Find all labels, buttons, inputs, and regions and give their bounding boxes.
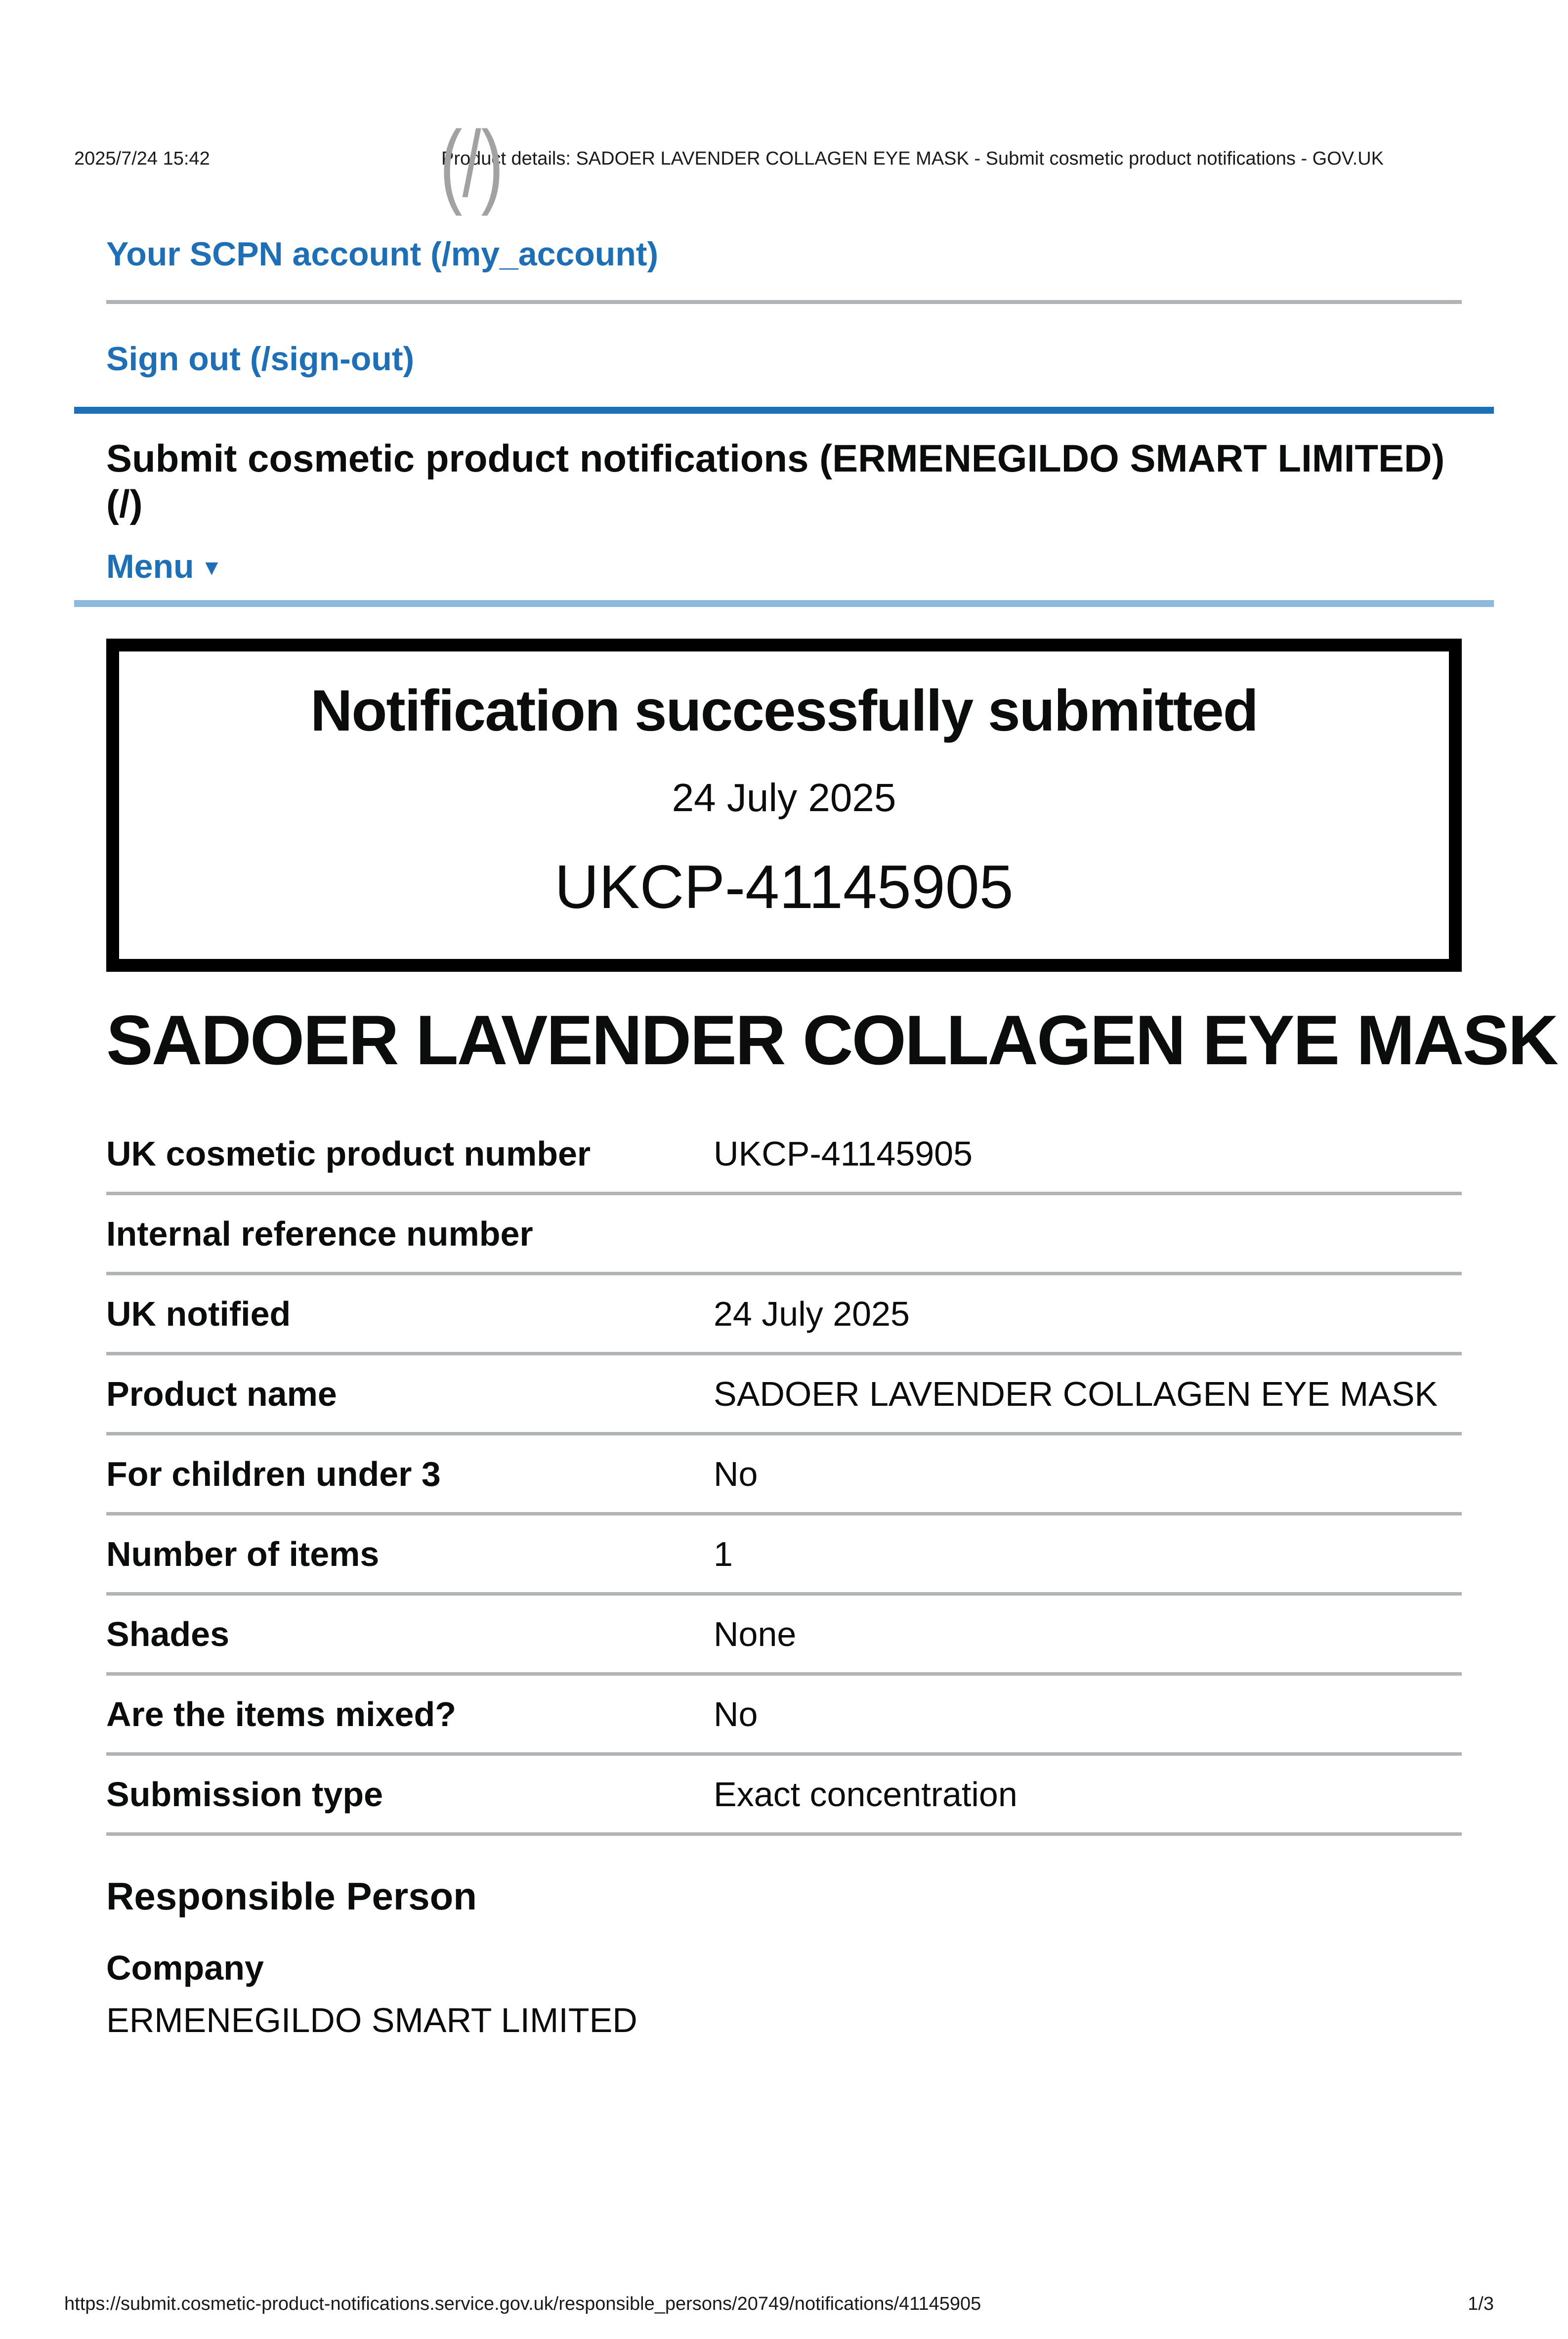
detail-label: UK notified — [106, 1294, 291, 1333]
menu-label: Menu — [106, 548, 194, 585]
print-footer — [64, 2294, 1494, 2315]
service-title-link[interactable] — [106, 435, 1462, 526]
table-row — [106, 1676, 1462, 1756]
detail-label: Shades — [106, 1614, 229, 1653]
product-details-table — [106, 1115, 1462, 1836]
detail-value: Exact concentration — [714, 1775, 1017, 1814]
sign-out-link[interactable]: Sign out (/sign-out) — [106, 340, 415, 378]
detail-value: No — [714, 1454, 758, 1493]
responsible-person-heading: Responsible Person — [106, 1874, 477, 1918]
company-label: Company — [106, 1949, 264, 1987]
print-footer-url: https://submit.cosmetic-product-notifications.service.gov.uk/responsible_persons/20749/notifications/41145905 — [64, 2294, 981, 2314]
banner-date: 24 July 2025 — [672, 776, 896, 820]
confirmation-banner — [106, 639, 1462, 972]
table-row — [106, 1596, 1462, 1676]
table-row — [106, 1115, 1462, 1195]
detail-value: 1 — [714, 1534, 733, 1573]
print-header-title: Product details: SADOER LAVENDER COLLAGEN EYE MASK - Submit cosmetic product notifications - GOV.UK — [441, 148, 1384, 169]
detail-value: SADOER LAVENDER COLLAGEN EYE MASK — [714, 1374, 1438, 1413]
table-row — [106, 1435, 1462, 1516]
detail-value: UKCP-41145905 — [714, 1134, 973, 1173]
chevron-down-icon: ▼ — [201, 556, 223, 580]
grey-divider — [106, 300, 1462, 304]
page — [0, 112, 1568, 2040]
table-row — [106, 1756, 1462, 1836]
light-blue-divider — [74, 600, 1494, 607]
page-title: SADOER LAVENDER COLLAGEN EYE MASK — [106, 1001, 1557, 1080]
print-header-datetime: 2025/7/24 15:42 — [74, 148, 210, 169]
detail-label: For children under 3 — [106, 1454, 441, 1493]
signout-line — [106, 339, 1462, 379]
company-name: ERMENEGILDO SMART LIMITED — [106, 2001, 637, 2039]
table-row — [106, 1355, 1462, 1435]
govuk-home-logo-link[interactable]: (/) — [440, 112, 504, 217]
account-line — [106, 234, 1462, 274]
detail-label: Are the items mixed? — [106, 1694, 456, 1733]
content — [74, 112, 1557, 2040]
detail-value: No — [714, 1694, 758, 1733]
table-row — [106, 1195, 1462, 1275]
print-footer-page-number: 1/3 — [1468, 2294, 1494, 2314]
service-title-line1: Submit cosmetic product notifications (ERMENEGILDO SMART LIMITED) — [106, 436, 1445, 480]
detail-value: None — [714, 1614, 797, 1653]
table-row — [106, 1275, 1462, 1355]
scpn-account-link[interactable]: Your SCPN account (/my_account) — [106, 235, 659, 273]
menu-toggle[interactable] — [106, 548, 222, 585]
detail-label: UK cosmetic product number — [106, 1134, 591, 1173]
detail-label: Product name — [106, 1374, 337, 1413]
detail-value: 24 July 2025 — [714, 1294, 910, 1333]
banner-title: Notification successfully submitted — [310, 678, 1258, 743]
blue-divider — [74, 407, 1494, 414]
table-row — [106, 1516, 1462, 1596]
detail-label: Submission type — [106, 1775, 383, 1814]
detail-label: Internal reference number — [106, 1214, 533, 1253]
service-title-line2: (/) — [106, 482, 143, 525]
detail-label: Number of items — [106, 1534, 380, 1573]
banner-reference: UKCP-41145905 — [554, 853, 1014, 921]
print-header — [74, 148, 1494, 170]
menu-line — [106, 546, 1462, 588]
